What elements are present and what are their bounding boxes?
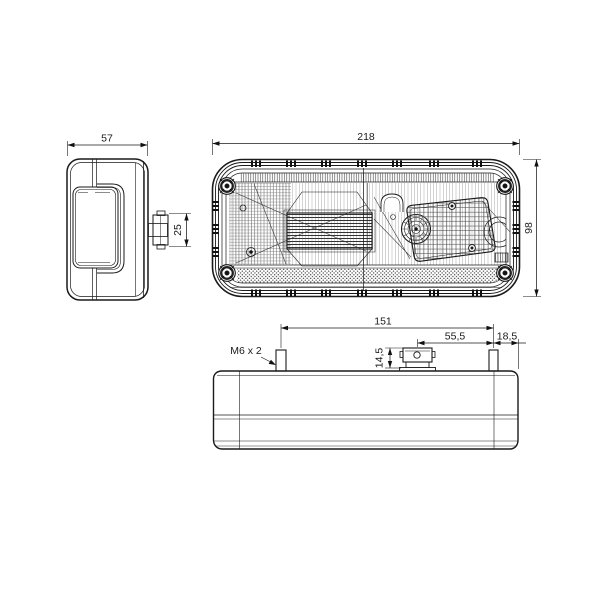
dim-side-connector <box>169 214 191 247</box>
annotation-stud-thread-label: M6 x 2 <box>230 345 262 357</box>
dim-front-height-label: 98 <box>523 222 535 234</box>
dim-front-height <box>523 160 541 297</box>
dim-bottom-connector-height-label: 14,5 <box>373 347 386 369</box>
bottom-connector <box>400 348 436 371</box>
dim-bottom-connector-height <box>374 348 405 369</box>
dim-front-width-label: 218 <box>357 131 375 143</box>
side-view <box>67 159 168 300</box>
side-connector <box>149 211 169 249</box>
dim-bottom-connector-to-stud-label: 55,5 <box>444 330 466 343</box>
dim-front-width <box>213 131 520 155</box>
dim-side-width-label: 57 <box>101 132 113 145</box>
front-view <box>213 160 520 297</box>
mounting-stud-left <box>276 350 286 371</box>
dim-bottom-connector-to-stud <box>418 331 494 348</box>
bottom-view <box>214 348 519 449</box>
mounting-stud-right <box>489 350 498 371</box>
dim-side-width <box>68 133 148 157</box>
top-edge-ticks <box>251 161 482 168</box>
dim-bottom-stud-spacing-label: 151 <box>374 315 392 328</box>
left-lens-panel <box>229 183 291 264</box>
grid-lamp <box>407 198 495 262</box>
dim-side-connector-label: 25 <box>172 224 184 236</box>
dim-bottom-stud-to-edge-label: 18,5 <box>496 330 518 343</box>
annotation-stud-thread <box>230 345 276 365</box>
